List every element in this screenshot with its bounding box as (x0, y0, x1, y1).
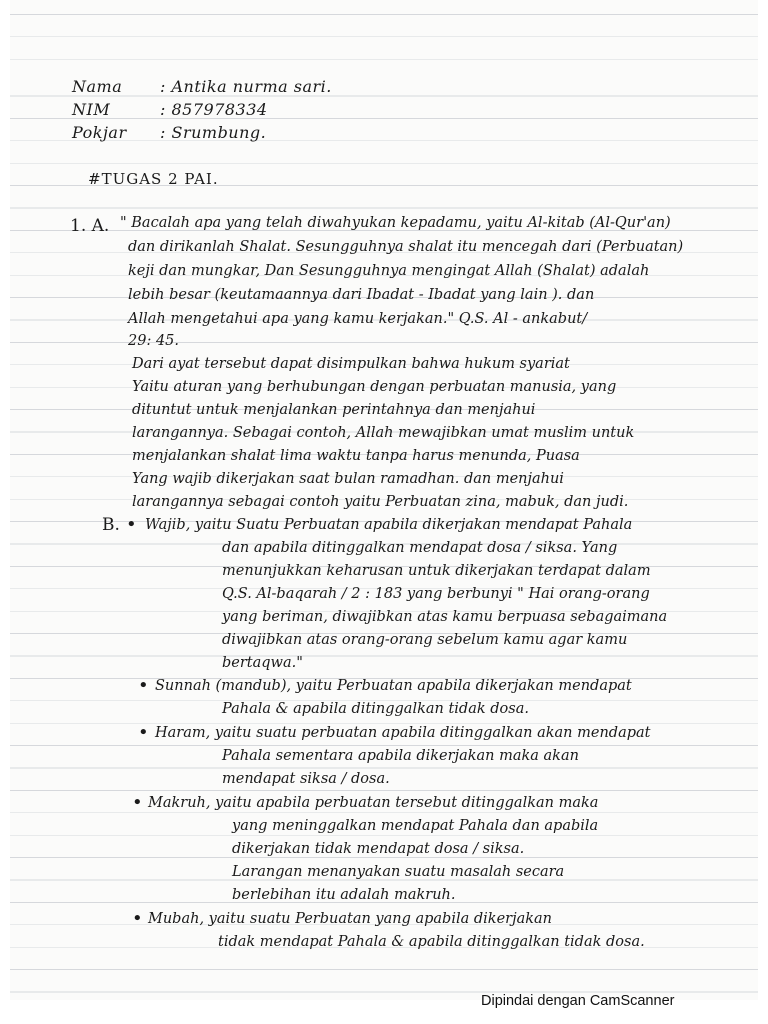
mubah-line: Mubah, yaitu suatu Perbuatan yang apabila dikerjakan (148, 911, 552, 927)
bullet-icon: • (132, 792, 143, 813)
haram-line: mendapat siksa / dosa. (222, 771, 390, 787)
makruh-line: Makruh, yaitu apabila perbuatan tersebut ditinggalkan maka (148, 795, 599, 811)
wajib-line: Wajib, yaitu Suatu Perbuatan apabila dikerjakan mendapat Pahala (145, 517, 633, 533)
nim-label: NIM (72, 100, 111, 119)
pokjar-value: : Srumbung. (160, 123, 267, 142)
answer-1a-line: dituntut untuk menjalankan perintahnya dan menjahui (132, 402, 536, 418)
bullet-icon: • (138, 675, 149, 696)
question-number-1a: 1. A. (70, 216, 110, 236)
nama-value: : Antika nurma sari. (160, 77, 332, 96)
bullet-icon: • (132, 908, 143, 929)
answer-1a-line: keji dan mungkar, Dan Sesungguhnya mengingat Allah (Shalat) adalah (128, 263, 650, 279)
sunnah-line: Sunnah (mandub), yaitu Perbuatan apabila dikerjakan mendapat (155, 678, 632, 694)
mubah-line: tidak mendapat Pahala & apabila ditinggalkan tidak dosa. (218, 934, 645, 950)
answer-1a-line: Yang wajib dikerjakan saat bulan ramadhan. dan menjahui (132, 471, 564, 487)
makruh-line: dikerjakan tidak mendapat dosa / siksa. (232, 841, 525, 857)
wajib-line: yang beriman, diwajibkan atas kamu berpuasa sebagaimana (222, 609, 668, 625)
sunnah-line: Pahala & apabila ditinggalkan tidak dosa. (222, 701, 529, 717)
answer-1a-line: Yaitu aturan yang berhubungan dengan perbuatan manusia, yang (132, 379, 617, 395)
bullet-icon: • (126, 514, 137, 535)
makruh-line: berlebihan itu adalah makruh. (232, 887, 456, 903)
scanner-watermark: Dipindai dengan CamScanner (481, 993, 675, 1009)
nama-label: Nama (72, 77, 123, 96)
answer-1a-line: Dari ayat tersebut dapat disimpulkan bahwa hukum syariat (132, 356, 570, 372)
answer-1a-line: larangannya sebagai contoh yaitu Perbuatan zina, mabuk, dan judi. (132, 494, 629, 510)
wajib-line: Q.S. Al-baqarah / 2 : 183 yang berbunyi " Hai orang-orang (222, 586, 650, 602)
answer-1a-line: dan dirikanlah Shalat. Sesungguhnya shalat itu mencegah dari (Perbuatan) (128, 239, 684, 255)
answer-1a-line: Allah mengetahui apa yang kamu kerjakan." Q.S. Al - ankabut/ (128, 311, 588, 327)
makruh-line: yang meninggalkan mendapat Pahala dan apabila (232, 818, 599, 834)
answer-1a-line: larangannya. Sebagai contoh, Allah mewajibkan umat muslim untuk (132, 425, 635, 441)
page-title: #TUGAS 2 PAI. (88, 170, 219, 188)
question-label-b: B. (102, 515, 120, 535)
notebook-page (10, 0, 758, 1000)
haram-line: Pahala sementara apabila dikerjakan maka akan (222, 748, 579, 764)
haram-line: Haram, yaitu suatu perbuatan apabila ditinggalkan akan mendapat (155, 725, 651, 741)
answer-1a-line: lebih besar (keutamaannya dari Ibadat - Ibadat yang lain ). dan (128, 287, 595, 303)
makruh-line: Larangan menanyakan suatu masalah secara (232, 864, 565, 880)
answer-1a-line: " Bacalah apa yang telah diwahyukan kepadamu, yaitu Al-kitab (Al-Qur'an) (120, 215, 671, 231)
wajib-line: diwajibkan atas orang-orang sebelum kamu agar kamu (222, 632, 628, 648)
wajib-line: dan apabila ditinggalkan mendapat dosa / siksa. Yang (222, 540, 618, 556)
nim-value: : 857978334 (160, 100, 268, 119)
wajib-line: bertaqwa." (222, 655, 303, 671)
answer-1a-line: menjalankan shalat lima waktu tanpa harus menunda, Puasa (132, 448, 580, 464)
bullet-icon: • (138, 722, 149, 743)
pokjar-label: Pokjar (72, 123, 127, 142)
wajib-line: menunjukkan keharusan untuk dikerjakan terdapat dalam (222, 563, 651, 579)
answer-1a-line: 29: 45. (128, 333, 180, 349)
